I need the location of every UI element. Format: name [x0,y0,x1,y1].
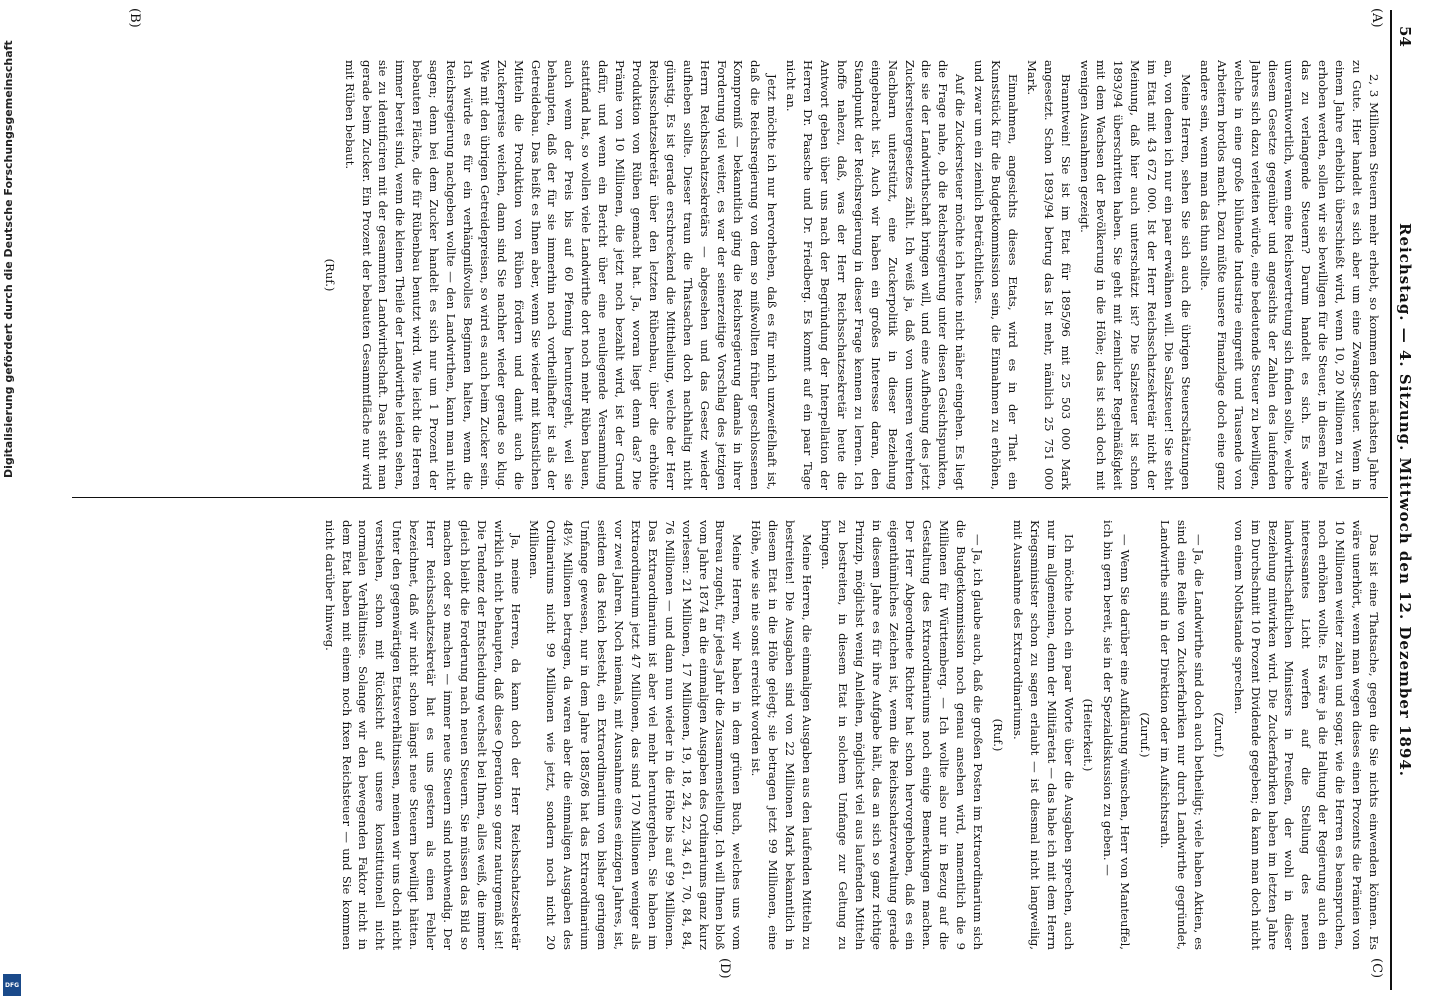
paragraph: Meine Herren, wir haben in dem grünen Buch, welches uns vom Bureau zugeht, für jedes Jahr die Zusammenstellung. Ich will Ihnen bloß vom Jahre 1874 an die einmaligen Ausgaben des Ordinariums ganz kurz vorlesen: 21 Millionen, 17 Millionen, 19, 18, 24, 22, 34, 61, 70, 84, 84, 76 Millionen — und dann nun wieder in die Höhe bis auf 99 Millionen. Das Extraordinarium ist aber viel mehr heruntergehen. Sie haben im Extraordinarium jetzt 47 Millionen, das sind 170 Millionen weniger als vor zwei Jahren. Noch niemals, mit Ausnahme eines einzigen Jahres, ist, seitdem das Reich besteht, ein Extraordinarium von bisher geringem Umfange gewesen, nur in dem Jahre 1885/86 hat das Extraordinarium 48½ Millionen betragen, da waren aber die einmaligen Ausgaben des Ordinariums nicht 99 Millionen wie jetzt, sondern noch nicht 20 Millionen. [527,520,745,950]
paragraph: Meine Herren, sehen Sie sich auch die übrigen Steuerschätzungen an, von denen ich nur ein paar erwähnen will. Die Salzsteuer! Sie steht im Etat mit 43 672 000. Ist der Herr Reichsschatzsekretär nicht der Meinung, daß hier auch unterschätzt ist? Die Salzsteuer ist schon 1893/94 überschritten haben. Sie geht mit ziemlicher Regelmäßigkeit mit dem Wachsen der Bevölkerung in die Höhe; das ist sich doch mit wenigen Ausnahmen gezeigt. [1077,60,1194,490]
digitization-note: Digitalisierung gefördert durch die Deutsche Forschungsgemeinschaft [2,40,15,478]
paragraph: — Wenn Sie darüber eine Aufklärung wünschen, Herr von Manteuffel, ich bin gern bereit, sie in der Spezialdiskussion zu geben. — [1101,520,1133,950]
interjection: (Ruf.) [322,258,337,292]
page-header [1390,10,1420,990]
paragraph: Branntwein! Sie ist im Etat für 1895/96 mit 25 503 000 Mark angesetzt. Schon 1893/94 betrug das Ist mehr, nämlich 25 751 000 Mark. [1024,60,1073,490]
paragraph: Das ist eine Thatsache, gegen die Sie nichts einwenden können. Es wäre unerhört, wenn man wegen dieses einen Prozents die Prämien von 10 Millionen weiter zahlen und sogar, wie die Herren es beanspruchen, noch erhöhen wollte. Es wäre ja die Haltung der Regierung auch ein interessantes Licht werfen auf die Stellung des neuen landwirthschaftlichen Ministers in Preußen, der wohl in dieser Beziehung mitwirken wird. Die Zuckerfabriken haben im letzten Jahre im Durchschnitt 10 Prozent Dividende gegeben; da kann man doch nicht von einem Nothstande sprechen. [1231,520,1381,950]
paragraph: — Ja, die Landwirthe sind doch auch betheiligt; viele haben Aktien, es sind eine Reihe von Zuckerfabriken nur durch Landwirthe gegründet, Landwirthe sind in der Direktion oder im Aufsichtsrath. [1158,520,1206,950]
paragraph: Ja, meine Herren, da kann doch der Herr Reichsschatzsekretär wirklich nicht behaupten, daß diese Operation so ganz naturgemäß ist! Die Tendenz der Entscheidung wechselt bei Ihnen, alles weiß, die immer gleich bleibt die Forderung nach neuen Steuern. Sie müssen das Bild so machen oder so machen — immer neue Steuern sind nothwendig. Der Herr Reichsschatzsekretär hat es uns gestern als einen Fehler bezeichnet, daß wir nicht schon längst neue Steuern bewilligt hätten. Unter den gegenwärtigen Etatsverhältnissen, meinen wir uns doch nicht verstehen, schon mit Rücksicht auf unsere konstitutionell nicht normalen Verhältnisse. Solange wir den bewegenden Faktor nicht in dem Etat haben mit einem noch fixen Reichsteuer — und Sie kommen nicht darüber hinweg. [322,520,523,950]
left-column [102,60,1382,490]
paragraph: Auf die Zuckersteuer möchte ich heute nicht näher eingehen. Es liegt die Frage nahe, ob die Reichsregierung unter diesen Gesichtspunkten, die sie der Landwirthschaft bringen will, und eine Aufhebung des jetzt Zuckersteuergesetzes zählt. Ich weiß ja, daß von unseren verehrten Nachbarn unterstützt, eine Zuckerpolitik in dieser Beziehung eingebracht ist. Auch wir haben ein großes Interesse daran, den Standpunkt der Reichsregierung in dieser Frage kennen zu lernen. Ich hoffe nahezu, daß, was der Herr Reichsschatzsekretär heute die Antwort geben über uns nach der Begründung der Interpellation der Herren Dr. Paasche und Dr. Friedberg. Es kommt auf ein paar Tage nicht an. [784,60,968,490]
right-column [102,520,1382,950]
paragraph: — Ja, ich glaube auch, daß die großen Posten im Extraordinarium sich die Budgetkommission noch genau ansehen wird, namentlich die 9 Millionen für Württemberg. — Ich wollte also nur in Bezug auf die Gestaltung des Extraordinariums noch einige Bemerkungen machen. Der Herr Abgeordnete Richter hat schon hervorgehoben, daß es ein eigenthümliches Zeichen ist, wenn die Reichsschatzverwaltung gerade in diesem Jahre es für ihre Aufgabe hält, das an sich so ganz richtige Prinzip, möglichst wenig Anleihen, möglichst viel aus laufenden Mitteln zu bestreiten, in diesem Etat in solchem Umfange zur Geltung zu bringen. [818,520,986,950]
margin-mark-d: (D) [717,958,732,979]
page-number: 54 [1396,26,1414,47]
paragraph: Meine Herren, die einmaligen Ausgaben aus den laufenden Mitteln zu bestreiten! Die Ausgaben sind von 22 Millionen Mark bekanntlich in diesem Etat in die Höhe gelegt; sie betragen jetzt 99 Millionen, eine Höhe, wie sie nie sonst erreicht worden ist. [749,520,814,950]
margin-mark-c: (C) [1369,958,1384,979]
dfg-logo-icon: DFG [3,974,21,996]
column-divider [72,497,1388,498]
paragraph: Ich möchte noch ein paar Worte über die Ausgaben sprechen, auch nur im allgemeinen, denn der Militäretat — das habe ich mit dem Herrn Kriegsminister schon zu sagen erlaubt — ist diesmal nicht langweilig, mit Ausnahme des Extraordinariums. [1010,520,1076,950]
margin-mark-b: (B) [127,8,142,28]
paragraph: Einnahmen, angesichts dieses Etats, wird es in der That ein Kunststück für die Budgetkommission sein, die Einnahmen zu erhöhen, und zwar um ein ziemlich Beträchtliches. [972,60,1020,490]
margin-mark-a: (A) [1369,8,1384,28]
paragraph: Jetzt möchte ich nur hervorheben, daß es für mich unzweifelhaft ist, daß die Reichsregierung von dem so mißwollten früher geschlossenen Kompromiß — bekanntlich ging die Reichsregierung damals in ihrer Forderung viel weiter, es war der seinerzeitige Vorschlag des jetzigen Herrn Reichsschatzsekretärs — abgesehen und das Gesetz wieder aufheben sollte. Dieser traun die Thatsachen doch nachhaltig nicht günstig. Es ist gerade erschreckend die Mittheilung, welche der Herr Reichsschatzsekretär über den letzten Rübenbau, über die erhöhte Produktion von Rüben gemacht hat. Ja, woran liegt denn das? Die Prämie von 10 Millionen, die jetzt noch bezahlt wird, ist der Grund dafür, und wenn ein Bericht über eine neuliegende Versammlung stattfand hat, so wollen viele Landwirthe dort noch mehr Rüben bauen, auch wenn der Preis bis auf 60 Pfennig heruntergeht, weil sie behaupten, daß der für sie immerhin noch vortheilhafter ist als der Getreidebau. Das heißt es Ihnen aber, wenn Sie wieder mit künstlichen Mitteln die Produktion von Rüben fördern und damit auch die Zuckerpreise weichen, dann sind Sie nachher wieder gerade so klug. Wie mit den übrigen Getreidepreisen, so wird es auch beim Zucker sein. Ich würde es für ein verhängnißvolles Beginnen halten, wenn die Reichsregierung nachgeben wollte — den Landwirthen, kann man nicht sagen; denn bei dem Zucker handelt es sich nur um 1 Prozent der bebauten Fläche, die für Rübenbau benutzt wird. Wie leicht die Herren immer bereit sind, wenn die kleinen Theile der Landwirthe leiden sehen, sie zu identificiren mit der gesammten Landwirthschaft. Das steht man gerade beim Zucker. Ein Prozent der bebauten Gesammtfläche nur wird mit Rüben bebaut. [342,60,780,490]
interjection: (Heiterkeit.) [1081,698,1096,772]
interjection: (Zuruf.) [1138,712,1153,758]
running-head: Reichstag. — 4. Sitzung. Mittwoch den 12. Dezember 1894. [1396,222,1414,778]
paragraph: 2, 3 Millionen Steuern mehr erhebt, so kommen dem nächsten Jahre zu Gute. Hier handelt es sich aber um eine Zwangs-Steuer. Wenn in einem Jahre erheblich überschießt wird, wenn 10, 20 Millionen zu viel erhoben werden, sollen wir sie bewilligen für die Steuer, in diesem Falle das zu verlangende Steuern? Darum handelt es sich. Es wäre unverantwortlich, wenn eine Reichsvertretung sich finden sollte, welche diesem Gesetze gegenüber und angesichts der Zahlen des laufenden Jahres sich dazu verleiten würde, eine bedeutende Steuer zu bewilligen, welche in eine große blühende Industrie eingreift und Tausende von Arbeitern brotlos macht. Dazu müßte unsere Finanzlage doch eine ganz andere sein, wenn man das thun sollte. [1197,60,1381,490]
interjection: (Zuruf.) [1211,712,1226,758]
header-rule [1390,10,1392,990]
interjection: (Ruf.) [990,718,1005,752]
